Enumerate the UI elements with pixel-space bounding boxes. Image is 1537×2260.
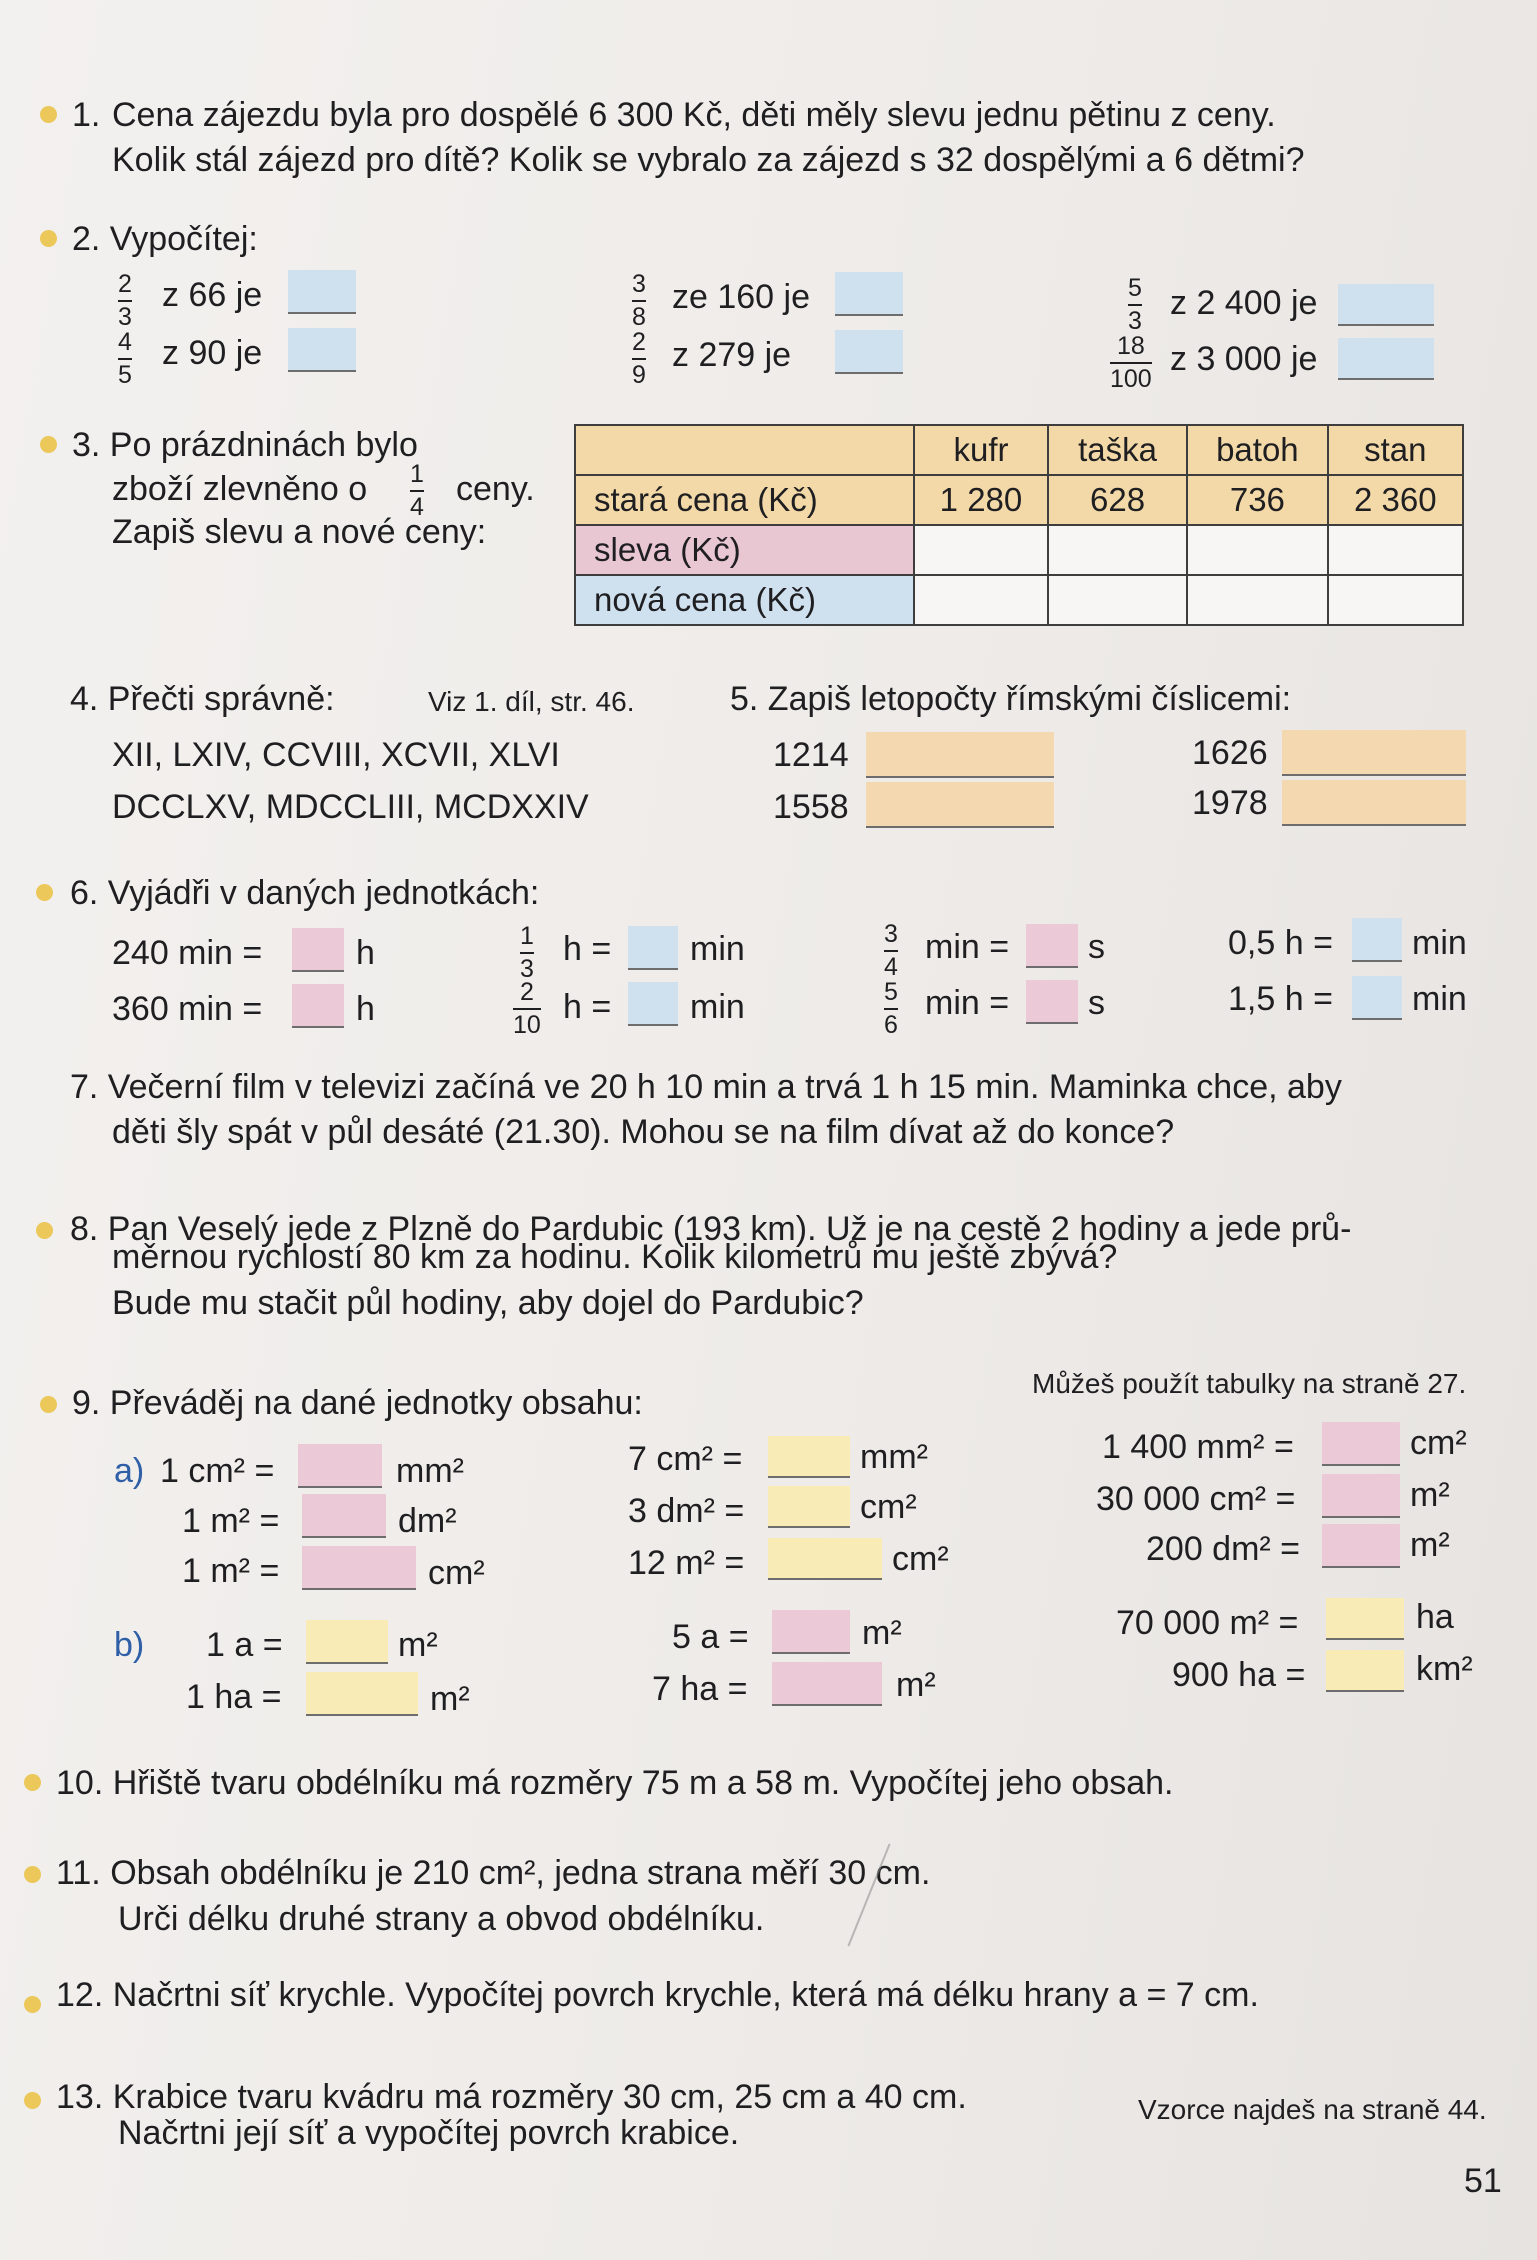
ex2-text: z 90 je: [162, 334, 263, 372]
table-cell: 628: [1048, 475, 1187, 525]
conversion-expr: 30 000 cm² =: [1096, 1480, 1296, 1518]
unit: min: [690, 930, 745, 968]
answer-field[interactable]: [768, 1538, 882, 1580]
ex13-line1: 13. Krabice tvaru kvádru má rozměry 30 cm, 25 cm a 40 cm.: [56, 2078, 967, 2116]
unit: h: [356, 934, 375, 972]
fraction: 1 4: [410, 460, 424, 521]
row-label: nová cena (Kč): [575, 575, 914, 625]
ex6-expr: h =: [563, 930, 612, 968]
answer-field[interactable]: [288, 328, 356, 372]
unit: m²: [896, 1666, 936, 1704]
answer-cell[interactable]: [914, 525, 1048, 575]
answer-cell[interactable]: [1187, 525, 1327, 575]
ex5-title: 5. Zapiš letopočty římskými číslicemi:: [730, 680, 1292, 718]
unit: cm²: [860, 1488, 917, 1526]
ex4-title: 4. Přečti správně:: [70, 680, 335, 718]
unit: s: [1088, 984, 1105, 1022]
year: 1214: [773, 736, 849, 774]
ex4-line1: XII, LXIV, CCVIII, XCVII, XLVI: [112, 736, 560, 774]
unit: s: [1088, 928, 1105, 966]
ex6-expr: min =: [925, 984, 1010, 1022]
page-number: 51: [1464, 2162, 1502, 2200]
bullet-icon: [36, 1222, 53, 1239]
bullet-icon: [40, 436, 57, 453]
conversion-expr: 70 000 m² =: [1116, 1604, 1299, 1642]
answer-field[interactable]: [1322, 1474, 1400, 1518]
unit: cm²: [1410, 1424, 1467, 1462]
ex4-note: Viz 1. díl, str. 46.: [428, 686, 635, 717]
ex9-note: Můžeš použít tabulky na straně 27.: [1032, 1368, 1467, 1399]
unit: dm²: [398, 1502, 457, 1540]
fraction: 2 10: [513, 978, 541, 1039]
ex6-title: 6. Vyjádři v daných jednotkách:: [70, 874, 540, 912]
answer-field[interactable]: [835, 272, 903, 316]
conversion-expr: 1 400 mm² =: [1102, 1428, 1294, 1466]
bullet-icon: [36, 884, 53, 901]
answer-field[interactable]: [306, 1672, 418, 1716]
answer-field[interactable]: [1326, 1598, 1404, 1640]
ex3-line3: Zapiš slevu a nové ceny:: [112, 513, 487, 551]
bullet-icon: [40, 230, 57, 247]
ex9-a-label: a): [114, 1452, 145, 1490]
ex2-text: z 3 000 je: [1170, 340, 1318, 378]
answer-field[interactable]: [1352, 918, 1402, 962]
answer-field[interactable]: [1282, 780, 1466, 826]
year: 1626: [1192, 734, 1268, 772]
ex3-line1: 3. Po prázdninách bylo: [72, 426, 418, 464]
ex11-line1: 11. Obsah obdélníku je 210 cm², jedna strana měří 30 cm.: [56, 1854, 931, 1892]
fraction: 3 4: [884, 920, 898, 981]
unit: min: [1412, 980, 1467, 1018]
ex6-expr: h =: [563, 988, 612, 1026]
unit: h: [356, 990, 375, 1028]
ex9-b-label: b): [114, 1626, 145, 1664]
unit: mm²: [860, 1438, 928, 1476]
answer-field[interactable]: [768, 1436, 850, 1478]
table-cell: 1 280: [914, 475, 1048, 525]
fraction: 4 5: [118, 328, 132, 389]
unit: cm²: [428, 1554, 485, 1592]
ex10-line1: 10. Hřiště tvaru obdélníku má rozměry 75 m a 58 m. Vypočítej jeho obsah.: [56, 1764, 1174, 1802]
column-header: stan: [1328, 425, 1463, 475]
ex4-line2: DCCLXV, MDCCLIII, MCDXXIV: [112, 788, 589, 826]
answer-field[interactable]: [772, 1662, 882, 1706]
row-label: sleva (Kč): [575, 525, 914, 575]
ex9-title: 9. Převáděj na dané jednotky obsahu:: [72, 1384, 643, 1422]
year: 1978: [1192, 784, 1268, 822]
answer-field[interactable]: [1322, 1524, 1400, 1568]
column-header: batoh: [1187, 425, 1327, 475]
conversion-expr: 7 cm² =: [628, 1440, 743, 1478]
answer-field[interactable]: [302, 1546, 416, 1590]
conversion-expr: 200 dm² =: [1146, 1530, 1301, 1568]
answer-field[interactable]: [1338, 284, 1434, 326]
ex11-line2: Urči délku druhé strany a obvod obdélníku.: [118, 1900, 765, 1938]
unit: cm²: [892, 1540, 949, 1578]
answer-field[interactable]: [768, 1486, 850, 1528]
answer-field[interactable]: [292, 928, 344, 972]
answer-cell[interactable]: [1187, 575, 1327, 625]
answer-field[interactable]: [772, 1610, 850, 1654]
conversion-expr: 5 a =: [672, 1618, 749, 1656]
ex13-line2: Načrtni její síť a vypočítej povrch krabice.: [118, 2114, 740, 2152]
bullet-icon: [24, 1774, 41, 1791]
conversion-expr: 1 a =: [206, 1626, 283, 1664]
answer-field[interactable]: [302, 1494, 386, 1538]
conversion-expr: 3 dm² =: [628, 1492, 745, 1530]
fraction: 3 8: [632, 270, 646, 331]
unit: m²: [1410, 1476, 1450, 1514]
answer-field[interactable]: [835, 330, 903, 374]
column-header: kufr: [914, 425, 1048, 475]
unit: m²: [430, 1680, 470, 1718]
answer-field[interactable]: [292, 984, 344, 1028]
fraction: 5 3: [1128, 274, 1142, 335]
answer-field[interactable]: [866, 732, 1054, 778]
conversion-expr: 1 m² =: [182, 1552, 280, 1590]
answer-field[interactable]: [1352, 976, 1402, 1020]
answer-field[interactable]: [306, 1620, 388, 1664]
table-cell: 736: [1187, 475, 1327, 525]
answer-field[interactable]: [1026, 924, 1078, 968]
column-header: taška: [1048, 425, 1187, 475]
ex2-title: 2. Vypočítej:: [72, 220, 258, 258]
answer-cell[interactable]: [1048, 575, 1187, 625]
unit: ha: [1416, 1598, 1454, 1636]
discount-table: [574, 424, 1464, 626]
ex13-note: Vzorce najdeš na straně 44.: [1138, 2094, 1487, 2125]
conversion-expr: 1 m² =: [182, 1502, 280, 1540]
unit: m²: [1410, 1526, 1450, 1564]
ex6-expr: 240 min =: [112, 934, 263, 972]
ex1-line2: Kolik stál zájezd pro dítě? Kolik se vybralo za zájezd s 32 dospělými a 6 dětmi?: [112, 141, 1305, 179]
unit: min: [1412, 924, 1467, 962]
answer-field[interactable]: [1282, 730, 1466, 776]
ex3-line2: zboží zlevněno o: [112, 470, 368, 508]
ex7-line2: děti šly spát v půl desáté (21.30). Mohou se na film dívat až do konce?: [112, 1113, 1175, 1151]
unit: m²: [862, 1614, 902, 1652]
answer-field[interactable]: [628, 982, 678, 1026]
conversion-expr: 12 m² =: [628, 1544, 745, 1582]
ex8-line3: Bude mu stačit půl hodiny, aby dojel do Pardubic?: [112, 1284, 864, 1322]
unit: mm²: [396, 1452, 464, 1490]
ex1-number: 1.: [72, 96, 101, 134]
ex8-line1: 8. Pan Veselý jede z Plzně do Pardubic (193 km). Už je na cestě 2 hodiny a jede prů-: [70, 1210, 1352, 1248]
fraction: 2 3: [118, 270, 132, 331]
ex8-line2: měrnou rychlostí 80 km za hodinu. Kolik kilometrů mu ještě zbývá?: [112, 1238, 1118, 1276]
ex2-text: z 66 je: [162, 276, 263, 314]
fraction: 5 6: [884, 978, 898, 1039]
ex6-expr: min =: [925, 928, 1010, 966]
ex6-expr: 0,5 h =: [1228, 924, 1333, 962]
ex7-line1: 7. Večerní film v televizi začíná ve 20 h 10 min a trvá 1 h 15 min. Maminka chce, aby: [70, 1068, 1342, 1106]
ex6-expr: 360 min =: [112, 990, 263, 1028]
bullet-icon: [40, 106, 57, 123]
bullet-icon: [24, 2092, 41, 2109]
ex6-expr: 1,5 h =: [1228, 980, 1333, 1018]
answer-field[interactable]: [288, 270, 356, 314]
answer-field[interactable]: [1326, 1650, 1404, 1692]
fraction: 1 3: [520, 922, 534, 983]
bullet-icon: [40, 1396, 57, 1413]
ex2-text: z 2 400 je: [1170, 284, 1318, 322]
conversion-expr: 1 ha =: [186, 1678, 282, 1716]
fraction: 18 100: [1110, 332, 1152, 393]
row-label: stará cena (Kč): [575, 475, 914, 525]
unit: min: [690, 988, 745, 1026]
fraction: 2 9: [632, 328, 646, 389]
ex3-line2b: ceny.: [456, 470, 535, 508]
ex1-line1: Cena zájezdu byla pro dospělé 6 300 Kč, děti měly slevu jednu pětinu z ceny.: [112, 96, 1276, 134]
bullet-icon: [24, 1996, 41, 2013]
table-cell: 2 360: [1328, 475, 1463, 525]
answer-field[interactable]: [1338, 338, 1434, 380]
bullet-icon: [24, 1866, 41, 1883]
answer-field[interactable]: [866, 782, 1054, 828]
unit: km²: [1416, 1650, 1473, 1688]
conversion-expr: 900 ha =: [1172, 1656, 1306, 1694]
ex2-text: ze 160 je: [672, 278, 810, 316]
answer-cell[interactable]: [1328, 525, 1463, 575]
ex2-text: z 279 je: [672, 336, 792, 374]
answer-cell[interactable]: [1048, 525, 1187, 575]
table-corner: [575, 425, 914, 475]
answer-field[interactable]: [1026, 980, 1078, 1024]
answer-field[interactable]: [1322, 1422, 1400, 1466]
answer-field[interactable]: [298, 1444, 382, 1488]
answer-field[interactable]: [628, 926, 678, 970]
answer-cell[interactable]: [1328, 575, 1463, 625]
ex12-line1: 12. Načrtni síť krychle. Vypočítej povrch krychle, která má délku hrany a = 7 cm.: [56, 1976, 1259, 2014]
unit: m²: [398, 1626, 438, 1664]
year: 1558: [773, 788, 849, 826]
answer-cell[interactable]: [914, 575, 1048, 625]
conversion-expr: 1 cm² =: [160, 1452, 275, 1490]
conversion-expr: 7 ha =: [652, 1670, 748, 1708]
